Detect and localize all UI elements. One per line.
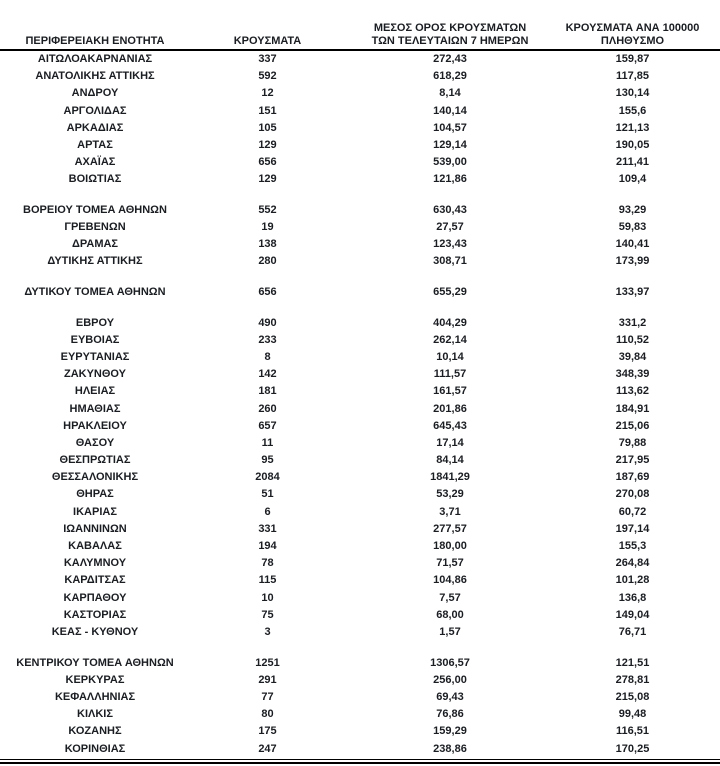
table-row <box>0 435 710 452</box>
cell-avg7: 539,00 <box>433 156 467 169</box>
cell-region-name: ΕΥΡΥΤΑΝΙΑΣ <box>60 350 130 363</box>
cell-cases: 19 <box>261 221 274 234</box>
table-row <box>0 315 710 332</box>
cell-region-name: ΗΛΕΙΑΣ <box>74 385 116 398</box>
header-cases-label: ΚΡΟΥΣΜΑΤΑ <box>233 35 302 47</box>
cell-region-name: ΔΥΤΙΚΟΥ ΤΟΜΕΑ ΑΘΗΝΩΝ <box>24 286 166 299</box>
header-cases <box>190 35 345 49</box>
cell-region-name: ΒΟΙΩΤΙΑΣ <box>68 173 122 186</box>
cell-region-name: ΚΑΡΔΙΤΣΑΣ <box>64 574 126 587</box>
header-avg7-line2: ΤΩΝ ΤΕΛΕΥΤΑΙΩΝ 7 ΗΜΕΡΩΝ <box>371 35 529 47</box>
table-row <box>0 418 710 435</box>
table-row <box>0 253 710 270</box>
cell-avg7: 69,43 <box>436 690 464 703</box>
cell-per100k: 76,71 <box>618 625 647 638</box>
cell-region-name: ΑΡΚΑΔΙΑΣ <box>66 121 124 134</box>
cell-avg7: 161,57 <box>433 385 467 398</box>
cell-region-name: ΔΥΤΙΚΗΣ ΑΤΤΙΚΗΣ <box>47 255 143 268</box>
cell-cases: 233 <box>258 333 277 346</box>
cell-region-name: ΗΜΑΘΙΑΣ <box>69 402 121 415</box>
cell-region-name: ΕΒΡΟΥ <box>75 316 115 329</box>
cell-avg7: 262,14 <box>433 333 467 346</box>
cell-cases: 181 <box>258 385 277 398</box>
cell-per100k: 136,8 <box>618 591 647 604</box>
cell-cases: 95 <box>261 454 274 467</box>
cell-region-name: ΚΟΡΙΝΘΙΑΣ <box>64 742 126 755</box>
header-per100k-line1: ΚΡΟΥΣΜΑΤΑ ΑΝΑ 100000 <box>565 22 700 34</box>
cell-avg7: 645,43 <box>433 419 467 432</box>
cell-region-name: ΚΑΒΑΛΑΣ <box>68 540 122 553</box>
table-row <box>0 103 710 120</box>
table-row <box>0 284 710 301</box>
cell-per100k: 155,6 <box>618 104 647 117</box>
section-spacer <box>0 271 710 284</box>
cell-avg7: 17,14 <box>436 436 464 449</box>
cell-per100k: 278,81 <box>615 673 650 686</box>
table-row <box>0 401 710 418</box>
cell-cases: 138 <box>258 238 277 251</box>
cell-per100k: 121,13 <box>615 121 650 134</box>
cell-avg7: 1,57 <box>439 625 461 638</box>
header-regional-unit-label: ΠΕΡΙΦΕΡΕΙΑΚΗ ΕΝΟΤΗΤΑ <box>25 35 165 47</box>
cell-per100k: 109,4 <box>618 173 647 186</box>
table-row <box>0 706 710 723</box>
cell-per100k: 39,84 <box>618 350 647 363</box>
cell-region-name: ΓΡΕΒΕΝΩΝ <box>64 221 126 234</box>
cell-region-name: ΚΙΛΚΙΣ <box>77 708 113 721</box>
cell-region-name: ΙΚΑΡΙΑΣ <box>73 505 117 518</box>
cell-avg7: 655,29 <box>433 286 467 299</box>
cell-avg7: 111,57 <box>433 368 467 381</box>
cell-per100k: 116,51 <box>615 725 650 738</box>
cell-per100k: 264,84 <box>615 557 650 570</box>
cell-per100k: 215,08 <box>615 690 650 703</box>
cell-cases: 151 <box>258 104 277 117</box>
cell-cases: 3 <box>264 625 271 638</box>
cell-cases: 105 <box>258 121 277 134</box>
cell-region-name: ΚΟΖΑΝΗΣ <box>68 725 122 738</box>
cell-region-name: ΗΡΑΚΛΕΙΟΥ <box>63 419 127 432</box>
table-row <box>0 68 710 85</box>
cell-per100k: 140,41 <box>615 238 650 251</box>
cell-cases: 1251 <box>255 656 280 669</box>
cell-cases: 194 <box>258 540 277 553</box>
cell-avg7: 71,57 <box>436 557 464 570</box>
table-row <box>0 332 710 349</box>
table-row <box>0 672 710 689</box>
table-row <box>0 689 710 706</box>
cell-cases: 12 <box>261 87 274 100</box>
cell-avg7: 27,57 <box>436 221 464 234</box>
cell-per100k: 190,05 <box>615 138 650 151</box>
table-row <box>0 521 710 538</box>
cell-per100k: 159,87 <box>615 53 650 65</box>
cell-cases: 2084 <box>255 471 280 484</box>
cell-region-name: ΖΑΚΥΝΘΟΥ <box>63 368 127 381</box>
cell-per100k: 173,99 <box>615 255 650 268</box>
table-row <box>0 383 710 400</box>
cell-region-name: ΘΗΡΑΣ <box>76 488 114 501</box>
cell-per100k: 130,14 <box>615 87 650 100</box>
cell-cases: 142 <box>258 368 277 381</box>
cell-region-name: ΚΑΛΥΜΝΟΥ <box>63 557 127 570</box>
table-row <box>0 120 710 137</box>
cell-cases: 115 <box>258 574 277 587</box>
header-per100k <box>555 22 710 49</box>
cell-avg7: 76,86 <box>436 708 464 721</box>
cell-avg7: 180,00 <box>433 540 467 553</box>
cell-per100k: 217,95 <box>615 454 650 467</box>
cell-per100k: 197,14 <box>615 522 650 535</box>
table-row <box>0 171 710 188</box>
cell-cases: 175 <box>258 725 277 738</box>
cell-per100k: 184,91 <box>615 402 650 415</box>
table-row <box>0 723 710 740</box>
cell-cases: 490 <box>258 316 277 329</box>
table-row <box>0 366 710 383</box>
cell-cases: 656 <box>258 286 277 299</box>
cell-avg7: 140,14 <box>433 104 467 117</box>
cell-region-name: ΑΡΤΑΣ <box>77 138 113 151</box>
header-avg7 <box>345 22 555 49</box>
cell-avg7: 104,57 <box>433 121 467 134</box>
cell-per100k: 215,06 <box>615 419 650 432</box>
cell-per100k: 155,3 <box>618 540 647 553</box>
table-row <box>0 236 710 253</box>
cell-region-name: ΚΕΑΣ - ΚΥΘΝΟΥ <box>51 625 139 638</box>
cell-region-name: ΚΕΡΚΥΡΑΣ <box>65 673 125 686</box>
cell-avg7: 1306,57 <box>430 656 470 669</box>
cell-region-name: ΘΕΣΣΑΛΟΝΙΚΗΣ <box>51 471 139 484</box>
cell-avg7: 10,14 <box>436 350 464 363</box>
table-row <box>0 624 710 641</box>
cell-avg7: 3,71 <box>439 505 461 518</box>
cell-per100k: 117,85 <box>615 70 650 83</box>
cell-cases: 129 <box>258 138 277 151</box>
cell-avg7: 123,43 <box>433 238 467 251</box>
cell-cases: 592 <box>258 70 277 83</box>
cell-cases: 656 <box>258 156 277 169</box>
table-row <box>0 154 710 171</box>
header-per100k-line2: ΠΛΗΘΥΣΜΟ <box>600 35 665 47</box>
cell-cases: 657 <box>258 419 277 432</box>
cell-avg7: 129,14 <box>433 138 467 151</box>
cell-region-name: ΑΡΓΟΛΙΔΑΣ <box>63 104 127 117</box>
cell-per100k: 60,72 <box>618 505 647 518</box>
cell-avg7: 121,86 <box>433 173 467 186</box>
cell-region-name: ΑΝΔΡΟΥ <box>71 87 119 100</box>
cell-region-name: ΔΡΑΜΑΣ <box>71 238 119 251</box>
cell-avg7: 404,29 <box>433 316 467 329</box>
table-row <box>0 572 710 589</box>
table-row <box>0 51 710 68</box>
cell-region-name: ΙΩΑΝΝΙΝΩΝ <box>63 522 127 535</box>
table-row <box>0 486 710 503</box>
cell-cases: 11 <box>261 436 274 449</box>
cell-avg7: 7,57 <box>439 591 461 604</box>
section-spacer <box>0 641 710 654</box>
cell-region-name: ΚΑΣΤΟΡΙΑΣ <box>63 608 127 621</box>
cell-avg7: 201,86 <box>433 402 467 415</box>
cell-per100k: 348,39 <box>615 368 650 381</box>
table-bottom-rule <box>0 759 720 764</box>
table-row <box>0 85 710 102</box>
cell-per100k: 187,69 <box>615 471 650 484</box>
table-row <box>0 555 710 572</box>
table-row <box>0 219 710 236</box>
cell-cases: 291 <box>258 673 277 686</box>
cell-per100k: 93,29 <box>618 203 647 216</box>
cell-cases: 75 <box>261 608 274 621</box>
table-row <box>0 349 710 366</box>
cell-avg7: 277,57 <box>433 522 467 535</box>
cell-cases: 260 <box>258 402 277 415</box>
cell-avg7: 256,00 <box>433 673 467 686</box>
cell-avg7: 159,29 <box>433 725 467 738</box>
table-row <box>0 469 710 486</box>
cell-cases: 129 <box>258 173 277 186</box>
cell-avg7: 84,14 <box>436 454 464 467</box>
table-row <box>0 655 710 672</box>
cell-per100k: 149,04 <box>615 608 650 621</box>
cell-cases: 331 <box>258 522 277 535</box>
cell-region-name: ΕΥΒΟΙΑΣ <box>70 333 120 346</box>
cell-per100k: 99,48 <box>618 708 647 721</box>
cell-cases: 80 <box>261 708 274 721</box>
cell-per100k: 211,41 <box>615 156 650 169</box>
cell-per100k: 170,25 <box>615 742 650 755</box>
cell-region-name: ΘΕΣΠΡΩΤΙΑΣ <box>59 454 131 467</box>
table-body <box>0 51 720 758</box>
cell-avg7: 68,00 <box>436 608 464 621</box>
table-row <box>0 538 710 555</box>
section-spacer <box>0 301 710 314</box>
section-spacer <box>0 189 710 202</box>
table-row <box>0 590 710 607</box>
cell-per100k: 121,51 <box>615 656 650 669</box>
cell-region-name: ΒΟΡΕΙΟΥ ΤΟΜΕΑ ΑΘΗΝΩΝ <box>23 203 167 216</box>
cell-avg7: 630,43 <box>433 203 467 216</box>
cell-cases: 10 <box>261 591 274 604</box>
cell-region-name: ΑΙΤΩΛΟΑΚΑΡΝΑΝΙΑΣ <box>37 53 153 65</box>
table-row <box>0 202 710 219</box>
cell-avg7: 618,29 <box>433 70 467 83</box>
cell-avg7: 308,71 <box>433 255 467 268</box>
cell-cases: 8 <box>264 350 271 363</box>
cell-region-name: ΚΕΦΑΛΛΗΝΙΑΣ <box>54 690 136 703</box>
cell-cases: 51 <box>261 488 274 501</box>
cell-avg7: 104,86 <box>433 574 467 587</box>
cell-per100k: 331,2 <box>618 316 647 329</box>
cell-region-name: ΚΕΝΤΡΙΚΟΥ ΤΟΜΕΑ ΑΘΗΝΩΝ <box>16 656 174 669</box>
cell-per100k: 113,62 <box>615 385 650 398</box>
cell-per100k: 101,28 <box>615 574 650 587</box>
cell-per100k: 133,97 <box>615 286 650 299</box>
bottom-rule-thick-line <box>0 762 720 764</box>
cell-cases: 6 <box>264 505 271 518</box>
cell-cases: 337 <box>258 53 277 65</box>
cell-per100k: 79,88 <box>618 436 647 449</box>
cell-region-name: ΘΑΣΟΥ <box>75 436 115 449</box>
table-header-row <box>0 0 710 49</box>
cell-region-name: ΑΧΑΪΑΣ <box>74 156 116 169</box>
table-row <box>0 741 710 758</box>
cell-cases: 77 <box>261 690 274 703</box>
cell-per100k: 110,52 <box>615 333 650 346</box>
table-row <box>0 607 710 624</box>
header-avg7-line1: ΜΕΣΟΣ ΟΡΟΣ ΚΡΟΥΣΜΑΤΩΝ <box>373 22 527 34</box>
cell-cases: 552 <box>258 203 277 216</box>
cell-avg7: 53,29 <box>436 488 464 501</box>
cell-cases: 247 <box>258 742 277 755</box>
cell-region-name: ΚΑΡΠΑΘΟΥ <box>63 591 127 604</box>
cell-cases: 78 <box>261 557 274 570</box>
cell-avg7: 272,43 <box>433 53 467 65</box>
cell-per100k: 59,83 <box>618 221 647 234</box>
cell-cases: 280 <box>258 255 277 268</box>
table-row <box>0 504 710 521</box>
cell-avg7: 1841,29 <box>430 471 470 484</box>
cell-avg7: 8,14 <box>439 87 461 100</box>
cell-avg7: 238,86 <box>433 742 467 755</box>
cell-per100k: 270,08 <box>615 488 650 501</box>
header-regional-unit <box>0 35 190 49</box>
table-row <box>0 452 710 469</box>
table-row <box>0 137 710 154</box>
cell-region-name: ΑΝΑΤΟΛΙΚΗΣ ΑΤΤΙΚΗΣ <box>35 70 155 83</box>
